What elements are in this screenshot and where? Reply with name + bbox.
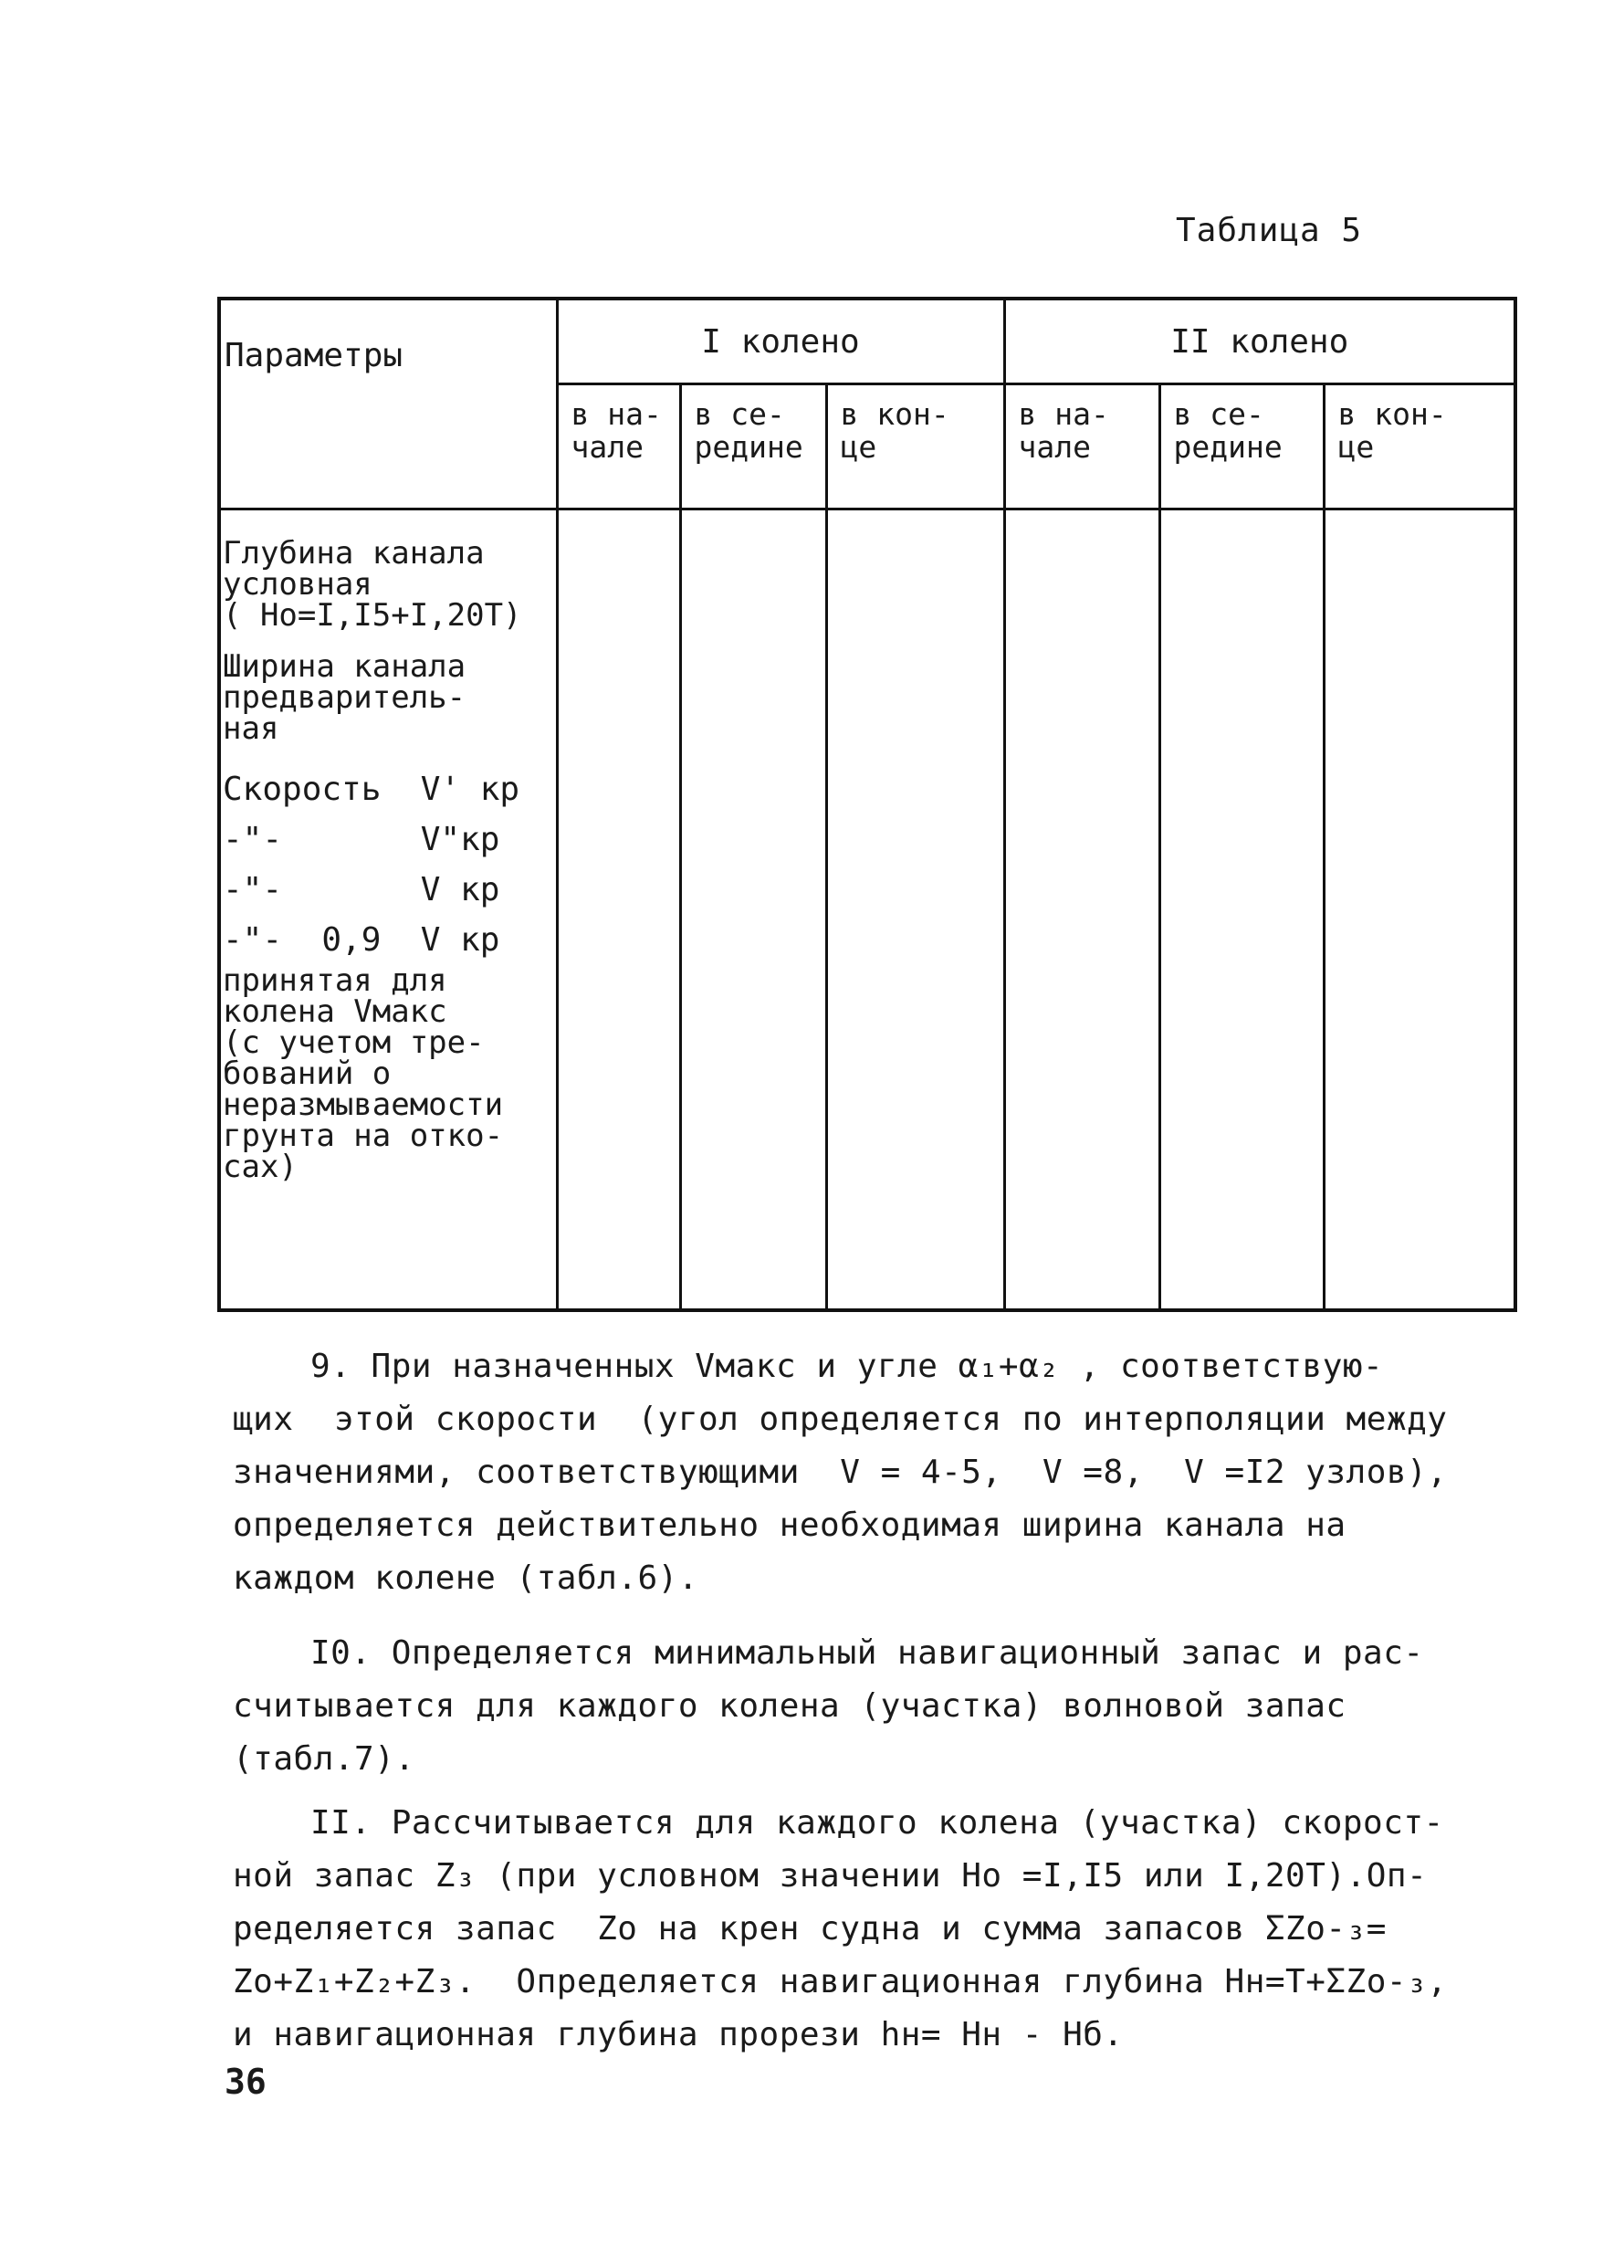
paragraph-9: 9. При назначенных Vмакс и угле α₁+α₂ , соответствую- щих этой скорости (угол определяется по интерполяции между значениями, соответствующими V = 4-5, V =8, V =I2 узлов), определяется действительно необходимая ширина канала на каждом колене (табл.6). bbox=[233, 1348, 1448, 1597]
speed-labels: Скорость V' кр -"- V"кр -"- V кр -"- 0,9 V кр bbox=[223, 771, 520, 959]
sub-header-2-end: в кон- це bbox=[1324, 384, 1515, 509]
value-cell-1-start bbox=[557, 509, 680, 1311]
width-label: Ширина канала предваритель- ная bbox=[223, 648, 466, 747]
row-labels-cell bbox=[219, 509, 557, 1311]
table-caption: Таблица 5 bbox=[1176, 212, 1363, 249]
param-header: Параметры bbox=[219, 299, 557, 509]
value-cell-2-end bbox=[1324, 509, 1515, 1311]
sub-header-2-start: в на- чале bbox=[1004, 384, 1159, 509]
sub-header-1-start: в на- чале bbox=[557, 384, 680, 509]
depth-label: Глубина канала условная ( Hо=I,I5+I,20T) bbox=[223, 535, 522, 634]
paragraph-11: II. Рассчитывается для каждого колена (участка) скорост- ной запас Z₃ (при условном значении Hо =I,I5 или I,20T).Оп- ределяется запас Zо на крен судна и сумма запасов ΣZо-₃= Zо+Z₁+Z₂+Z₃. Определяется навигационная глубина Hн=T+ΣZо-₃, и навигационная глубина прорези hн= Hн - Hб. bbox=[233, 1804, 1448, 2053]
value-cell-2-start bbox=[1004, 509, 1159, 1311]
group-header-1: I колено bbox=[557, 299, 1004, 384]
sub-header-1-end: в кон- це bbox=[826, 384, 1004, 509]
group-header-2: II колено bbox=[1004, 299, 1515, 384]
sub-header-2-middle: в се- редине bbox=[1159, 384, 1324, 509]
value-cell-2-middle bbox=[1159, 509, 1324, 1311]
value-cell-1-middle bbox=[680, 509, 826, 1311]
value-cell-1-end bbox=[826, 509, 1004, 1311]
paragraph-10: I0. Определяется минимальный навигационный запас и рас- считывается для каждого колена (участка) волновой запас (табл.7). bbox=[233, 1634, 1424, 1778]
page-number: 36 bbox=[225, 2062, 267, 2102]
sub-header-1-middle: в се- редине bbox=[680, 384, 826, 509]
parameters-table bbox=[217, 297, 1517, 1312]
accepted-speed-label: принятая для колена Vмакс (с учетом тре- бований о неразмываемости грунта на отко- сах) bbox=[223, 962, 504, 1185]
